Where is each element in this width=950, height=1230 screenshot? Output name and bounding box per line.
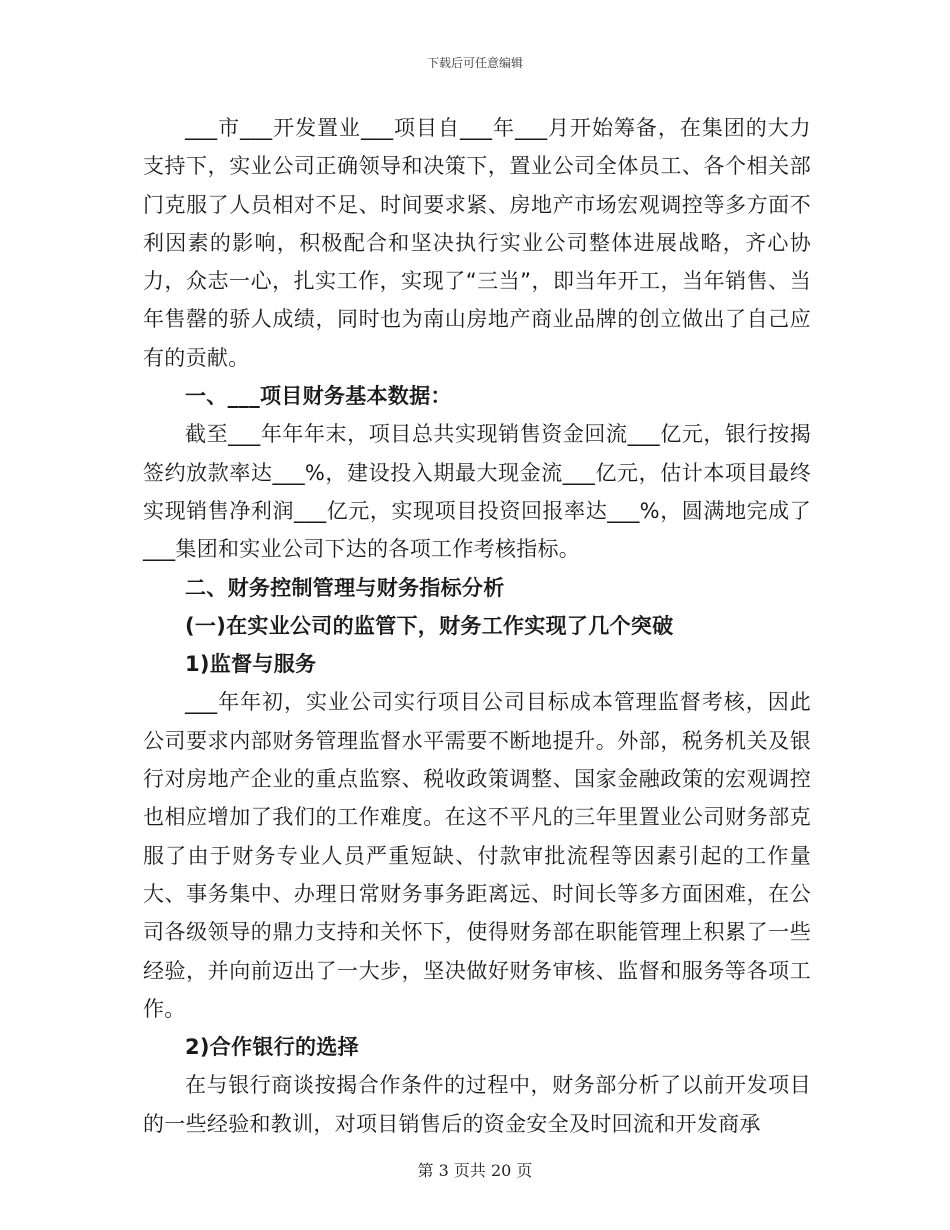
supervision-paragraph: ___年年初，实业公司实行项目公司目标成本管理监督考核，因此公司要求内部财务管理监督水平需要不断地提升。外部，税务机关及银行对房地产企业的重点监察、税收政策调整、国家金融政策的宏观调控也相应增加了我们的工作难度。在这不平凡的三年里置业公司财务部克服了由于财务专业人员严重短缺、付款审批流程等因素引起的工作量大、事务集中、办理日常财务事务距离远、时间长等多方面困难，在公司各级领导的鼎力支持和关怀下，使得财务部在职能管理上积累了一些经验，并向前迈出了一大步，坚决做好财务审核、监督和服务等各项工作。 [143, 690, 811, 1021]
section-heading-1: 一、___项目财务基本数据： [185, 384, 452, 409]
item-heading-2: 2)合作银行的选择 [185, 1035, 359, 1060]
bank-selection-paragraph: 在与银行商谈按揭合作条件的过程中，财务部分析了以前开发项目的一些经验和教训，对项目销售后的资金安全及时回流和开发商承 [143, 1073, 811, 1136]
section-heading-2: 二、财务控制管理与财务指标分析 [185, 575, 505, 600]
page-header: 下载后可任意编辑 [426, 56, 523, 70]
intro-paragraph: ___市___开发置业___项目自___年___月开始筹备，在集团的大力支持下，实业公司正确领导和决策下，置业公司全体员工、各个相关部门克服了人员相对不足、时间要求紧、房地产市场宏观调控等多方面不利因素的影响，积极配合和坚决执行实业公司整体进展战略，齐心协力，众志一心，扎实工作，实现了“三当”，即当年开工，当年销售、当年售罄的骄人成绩，同时也为南山房地产商业品牌的创立做出了自己应有的贡献。 [143, 116, 811, 370]
page-footer: 第 3 页共 20 页 [417, 1161, 533, 1180]
financial-data-paragraph: 截至___年年年末，项目总共实现销售资金回流___亿元，银行按揭签约放款率达___%，建设投入期最大现金流___亿元，估计本项目最终实现销售净利润___亿元，实现项目投资回报率达___%，圆满地完成了___集团和实业公司下达的各项工作考核指标。 [143, 422, 811, 562]
item-heading-1: 1)监督与服务 [185, 652, 317, 677]
subsection-heading-1: (一)在实业公司的监管下，财务工作实现了几个突破 [185, 613, 674, 638]
document-body [143, 109, 811, 1143]
